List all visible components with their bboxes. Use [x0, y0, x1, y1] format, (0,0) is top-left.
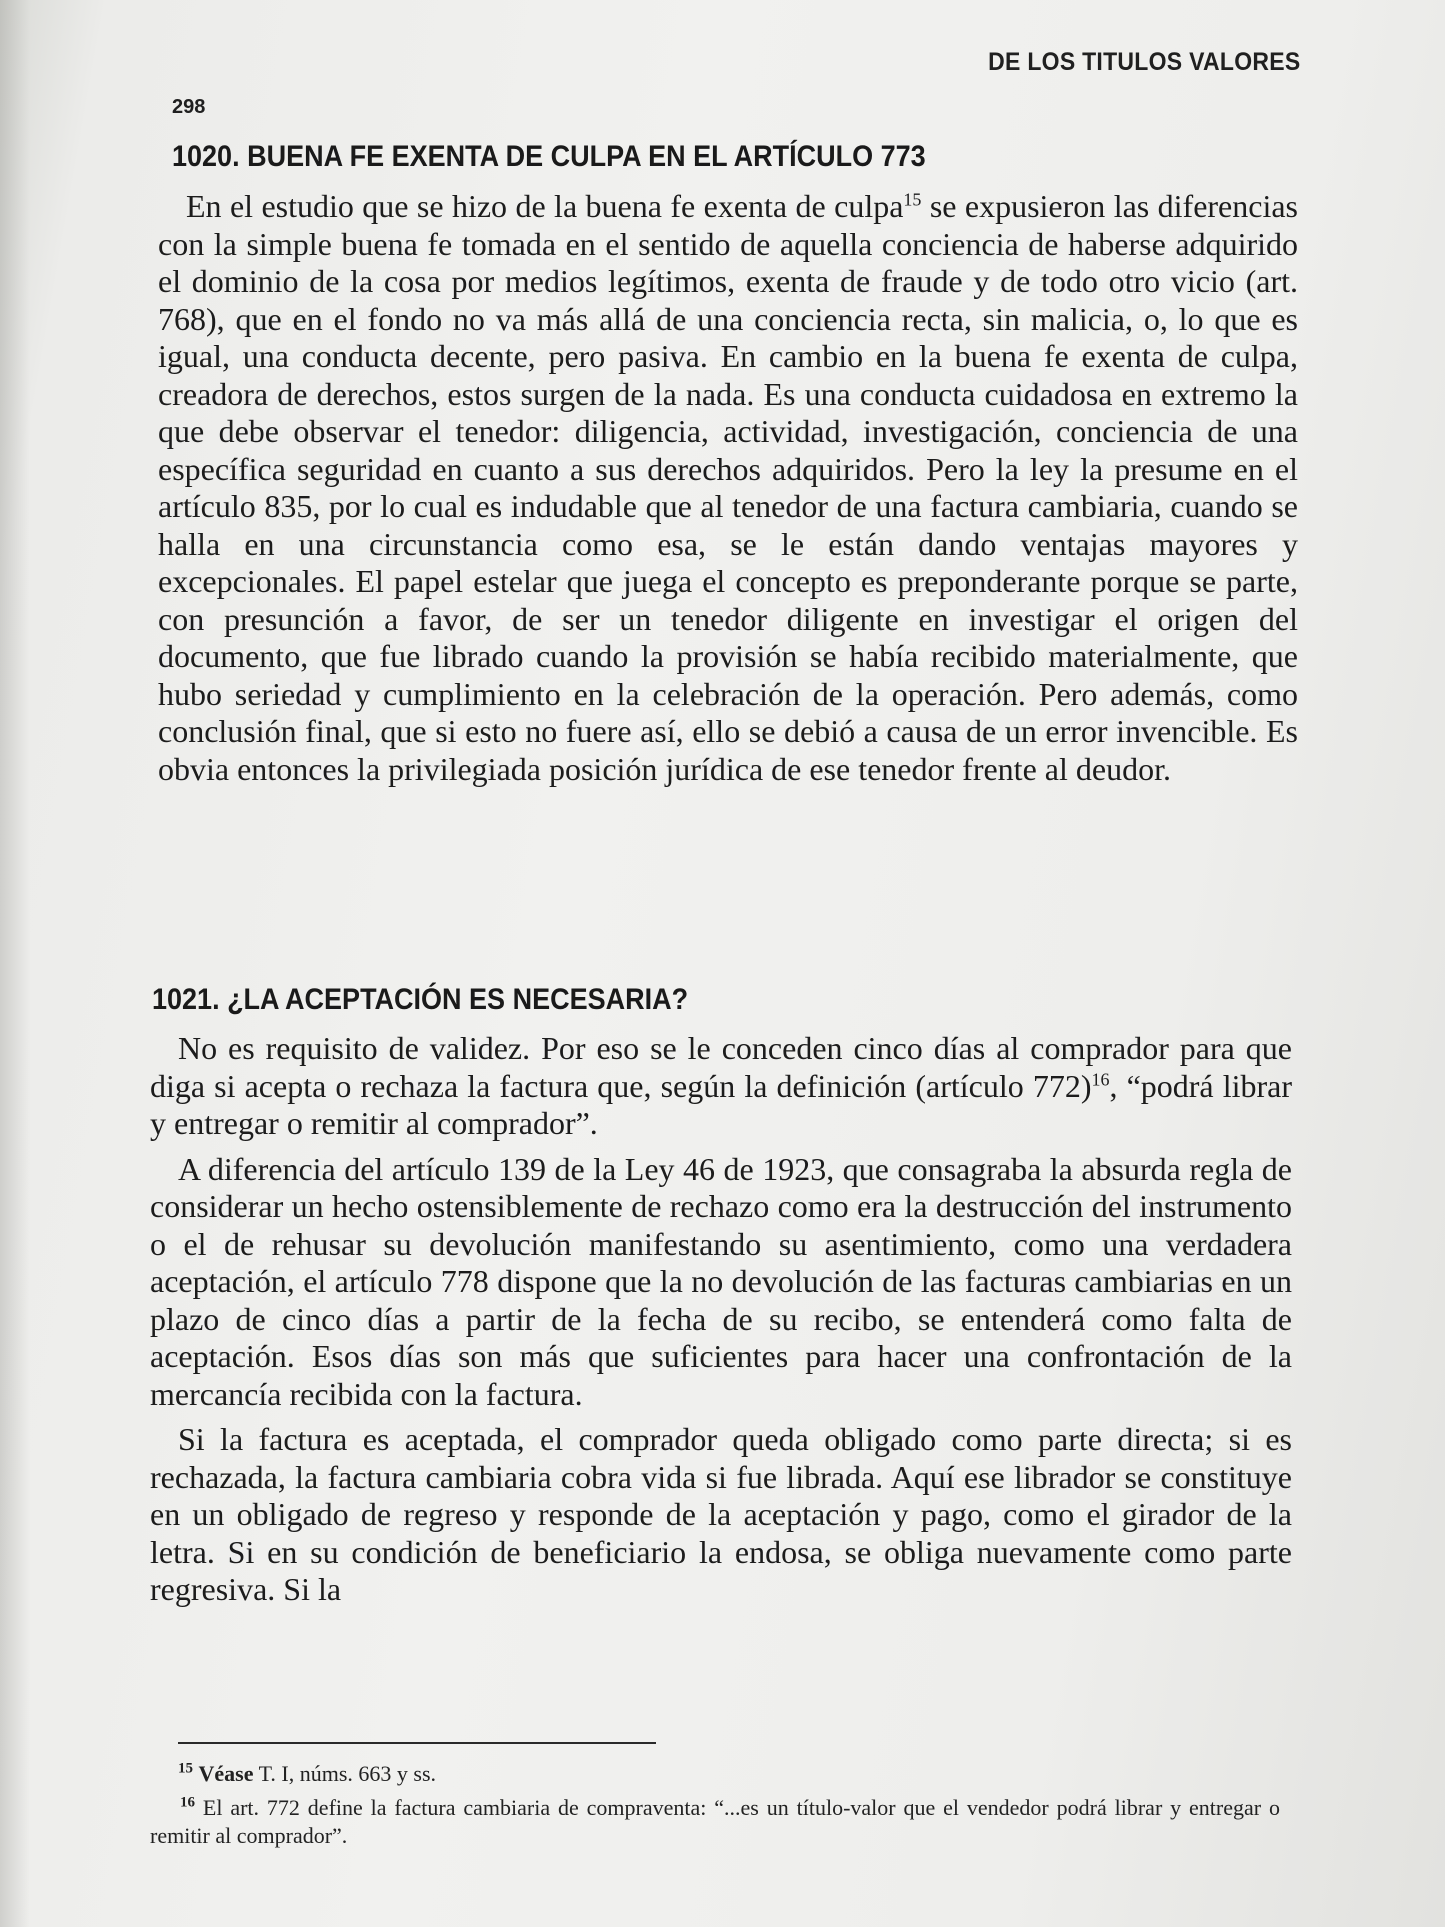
- paragraph: [150, 1030, 1292, 1143]
- footnote-text: T. I, núms. 663 y ss.: [253, 1761, 437, 1786]
- footnote-15: [150, 1760, 1280, 1788]
- paragraph: A diferencia del artículo 139 de la Ley 46 de 1923, que consagraba la absurda regla de considerar un hecho ostensiblemente de rechazo como era la destrucción del instrumento o el de rehusar su devolución manifestando su asentimiento, como una verdadera aceptación, el artículo 778 dispone que la no devolución de las facturas cambiarias en un plazo de cinco días a partir de la fecha de su recibo, se entenderá como falta de aceptación. Esos días son más que suficientes para hacer una confrontación de la mercancía recibida con la factura.: [150, 1150, 1292, 1412]
- paragraph: Si la factura es aceptada, el comprador queda obligado como parte directa; si es rechazada, la factura cambiaria cobra vida si fue librada. Aquí ese librador se constituye en un obligado de regreso y responde de la aceptación y pago, como el girador de la letra. Si en su condición de beneficiario la endosa, se obliga nuevamente como parte regresiva. Si la: [150, 1421, 1292, 1607]
- text-run: En el estudio que se hizo de la buena fe exenta de culpa: [186, 188, 904, 224]
- footnote-ref-16: 16: [1091, 1068, 1110, 1089]
- footnote-text: El art. 772 define la factura cambiaria de compraventa: “...es un título-valor que el vendedor podrá librar y entregar o remitir al comprador”.: [150, 1795, 1280, 1848]
- text-run: No es requisito de validez. Por eso se le conceden cinco días al comprador para que diga si acepta o rechaza la factura que, según la definición (artículo 772): [150, 1030, 1292, 1104]
- footnote-number: 16: [180, 1794, 195, 1811]
- page-number: 298: [172, 96, 206, 118]
- section-heading-1021: 1021. ¿LA ACEPTACIÓN ES NECESARIA?: [152, 983, 689, 1016]
- footnote-see: Véase: [198, 1761, 254, 1786]
- footnotes: [150, 1760, 1280, 1856]
- footnote-16: [150, 1794, 1280, 1850]
- section-heading-1020: 1020. BUENA FE EXENTA DE CULPA EN EL ARTÍCULO 773: [172, 140, 926, 173]
- footnote-ref-15: 15: [903, 189, 922, 210]
- text-run: , “podrá librar y entregar o remitir al comprador”.: [150, 1067, 1293, 1141]
- section-1021-body: [150, 1030, 1292, 1609]
- paragraph: [158, 188, 1298, 788]
- section-1020-body: [158, 188, 1298, 788]
- footnote-divider: [178, 1742, 656, 1744]
- running-head: DE LOS TITULOS VALORES: [987, 48, 1300, 76]
- footnote-number: 15: [178, 1760, 193, 1777]
- page-shadow: [0, 0, 30, 1927]
- text-run: se expusieron las diferencias con la simple buena fe tomada en el sentido de aquella conciencia de haberse adquirido el dominio de la cosa por medios legítimos, exenta de fraude y de todo otro vicio (art. 768), que en el fondo no va más allá de una conciencia recta, sin malicia, o, lo que es igual, una conducta decente, pero pasiva. En cambio en la buena fe exenta de culpa, creadora de derechos, estos surgen de la nada. Es una conducta cuidadosa en extremo la que debe observar el tenedor: diligencia, actividad, investigación, conciencia de una específica seguridad en cuanto a sus derechos adquiridos. Pero la ley la presume en el artículo 835, por lo cual es indudable que al tenedor de una factura cambiaria, cuando se halla en una circunstancia como esa, se le están dando ventajas mayores y excepcionales. El papel estelar que juega el concepto es preponderante porque se parte, con presunción a favor, de ser un tenedor diligente en investigar el origen del documento, que fue librado cuando la provisión se había recibido materialmente, que hubo seriedad y cumplimiento en la celebración de la operación. Pero además, como conclusión final, que si esto no fuere así, ello se debió a causa de un error invencible. Es obvia entonces la privilegiada posición jurídica de ese tenedor frente al deudor.: [158, 188, 1298, 787]
